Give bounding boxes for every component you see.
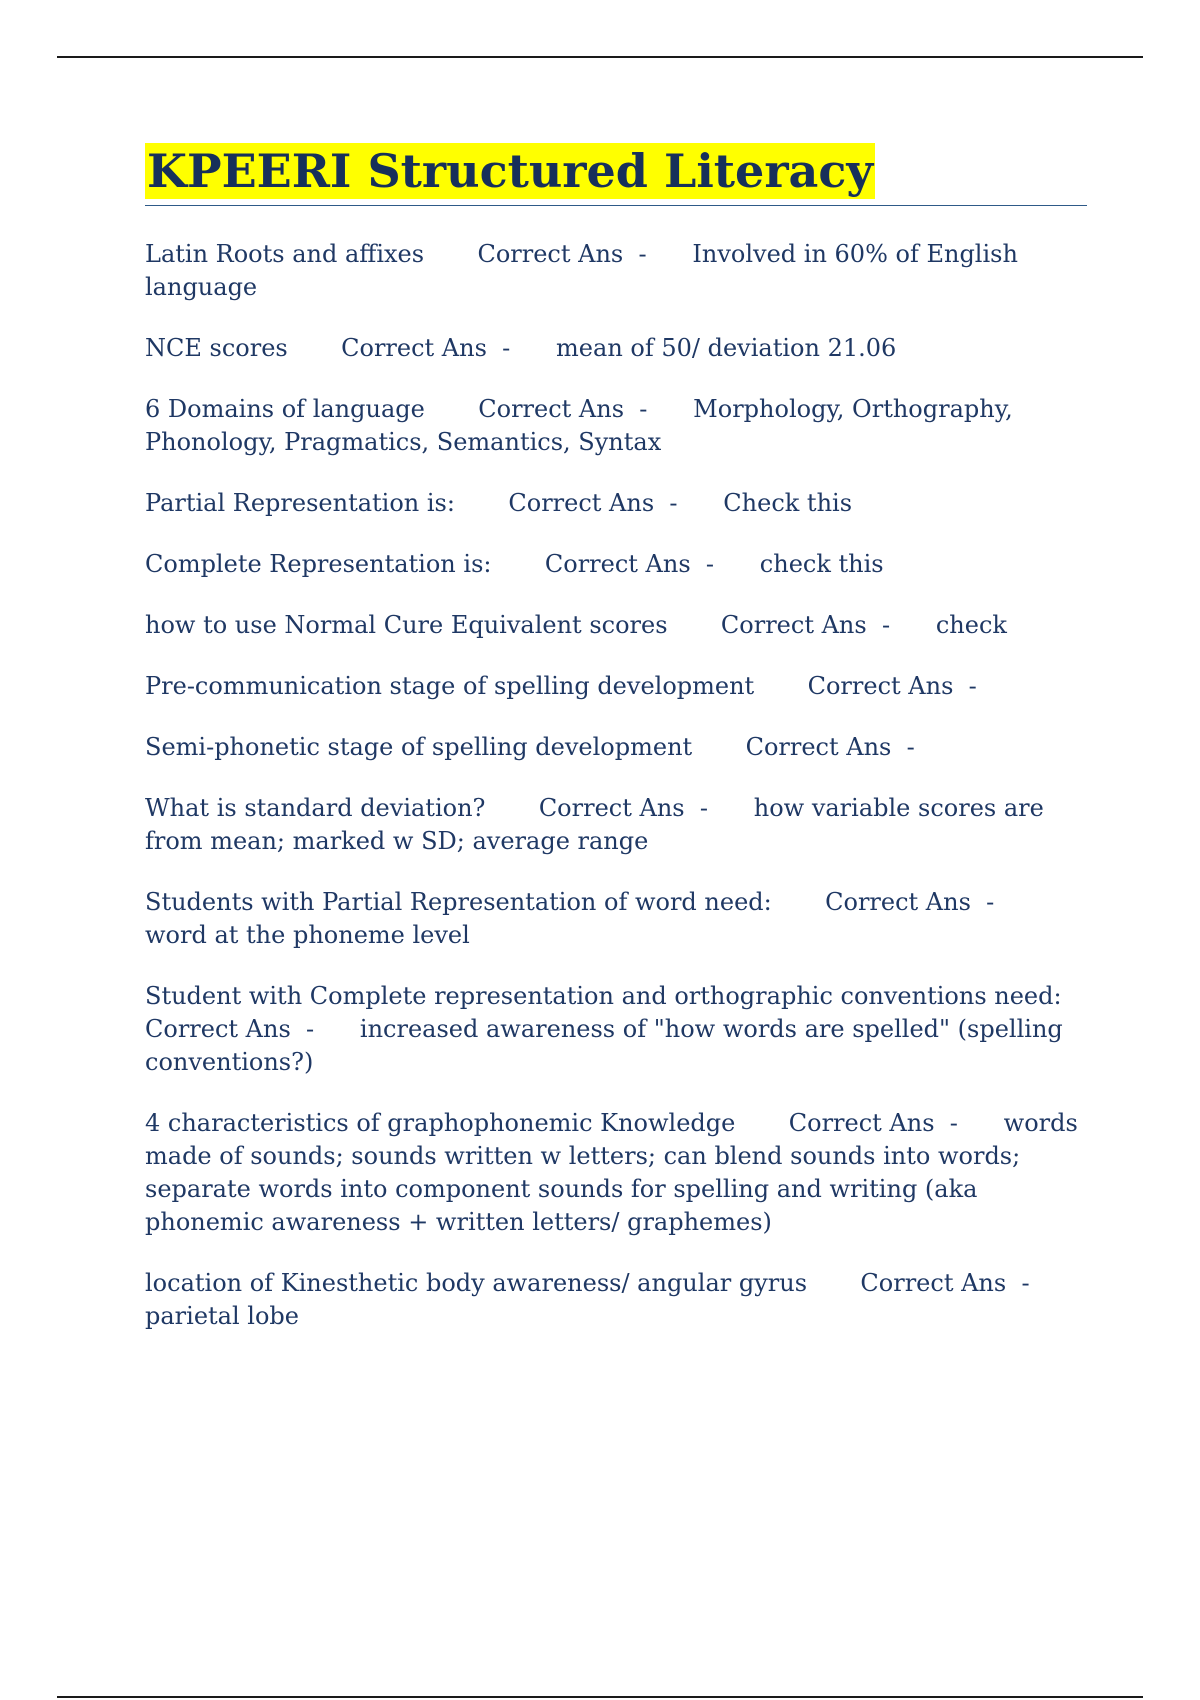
qa-answer: Check this xyxy=(723,489,853,517)
qa-answer-label: Correct Ans xyxy=(745,733,892,761)
qa-entry: NCE scores Correct Ans - mean of 50/ deviation 21.06 xyxy=(145,334,897,362)
qa-list xyxy=(145,238,1087,1333)
qa-answer-label: Correct Ans xyxy=(341,334,487,362)
qa-answer: Involved in 60% of English language xyxy=(145,240,1026,301)
qa-answer-label: Correct Ans xyxy=(145,1015,291,1043)
qa-question: Complete Representation is: xyxy=(145,550,492,578)
qa-answer: words made of sounds; sounds written w letters; can blend sounds into words; separate words into component sounds for spelling and writing (aka phonemic awareness + written letters/ graphemes) xyxy=(145,1109,1086,1236)
qa-entry: Complete Representation is: Correct Ans - check this xyxy=(145,550,884,578)
qa-answer: increased awareness of "how words are spelled" (spelling conventions?) xyxy=(145,1015,1071,1076)
qa-entry: how to use Normal Cure Equivalent scores Correct Ans - check xyxy=(145,611,1007,639)
qa-question: 6 Domains of language xyxy=(145,395,425,423)
qa-question: Student with Complete representation and orthographic conventions need: xyxy=(145,982,1062,1010)
qa-entry: Semi-phonetic stage of spelling development Correct Ans - xyxy=(145,733,961,761)
qa-answer: mean of 50/ deviation 21.06 xyxy=(556,334,897,362)
qa-question: how to use Normal Cure Equivalent scores xyxy=(145,611,668,639)
qa-answer-label: Correct Ans xyxy=(788,1109,935,1137)
qa-entry: What is standard deviation? Correct Ans - how variable scores are from mean; marked w SD; average range xyxy=(145,794,1052,855)
qa-answer-label: Correct Ans xyxy=(508,489,655,517)
qa-answer: check xyxy=(935,611,1007,639)
qa-answer-label: Correct Ans xyxy=(538,794,685,822)
qa-question: What is standard deviation? xyxy=(145,794,486,822)
qa-answer-label: Correct Ans xyxy=(478,395,625,423)
qa-answer-label: Correct Ans xyxy=(544,550,691,578)
qa-answer-label: Correct Ans xyxy=(860,1269,1007,1297)
qa-entry: Latin Roots and affixes Correct Ans - Involved in 60% of English language xyxy=(145,240,1026,301)
qa-answer: parietal lobe xyxy=(145,1302,299,1330)
qa-answer: check this xyxy=(759,550,884,578)
qa-entry: Students with Partial Representation of word need: Correct Ans - word at the phoneme level xyxy=(145,888,1041,949)
qa-question: Pre-communication stage of spelling development xyxy=(145,672,755,700)
qa-entry: Student with Complete representation and orthographic conventions need: Correct Ans - increased awareness of "how words are spelled" (spelling conventions?) xyxy=(145,982,1071,1076)
qa-answer: word at the phoneme level xyxy=(145,921,470,949)
qa-question: Semi-phonetic stage of spelling development xyxy=(145,733,693,761)
qa-entry: Pre-communication stage of spelling development Correct Ans - xyxy=(145,672,1023,700)
qa-question: location of Kinesthetic body awareness/ angular gyrus xyxy=(145,1269,808,1297)
qa-answer: Morphology, Orthography, Phonology, Pragmatics, Semantics, Syntax xyxy=(145,395,1021,456)
qa-question: 4 characteristics of graphophonemic Knowledge xyxy=(145,1109,736,1137)
footer-rule xyxy=(57,1696,1143,1698)
qa-answer-label: Correct Ans xyxy=(807,672,954,700)
qa-entry: Partial Representation is: Correct Ans - Check this xyxy=(145,489,853,517)
qa-answer-label: Correct Ans xyxy=(720,611,867,639)
qa-answer-label: Correct Ans xyxy=(477,240,624,268)
header-rule xyxy=(57,56,1143,58)
qa-question: NCE scores xyxy=(145,334,288,362)
qa-answer: how variable scores are from mean; marked w SD; average range xyxy=(145,794,1052,855)
qa-entry: 6 Domains of language Correct Ans - Morphology, Orthography, Phonology, Pragmatics, Semantics, Syntax xyxy=(145,395,1021,456)
qa-answer-label: Correct Ans xyxy=(825,888,971,916)
title-block xyxy=(145,143,1087,206)
qa-entry: location of Kinesthetic body awareness/ angular gyrus Correct Ans - parietal lobe xyxy=(145,1269,1076,1330)
qa-entry: 4 characteristics of graphophonemic Knowledge Correct Ans - words made of sounds; sounds written w letters; can blend sounds into words; separate words into component sounds for spelling and writing (aka phonemic awareness + written letters/ graphemes) xyxy=(145,1109,1086,1236)
document-page xyxy=(145,143,1087,1361)
qa-question: Students with Partial Representation of word need: xyxy=(145,888,772,916)
qa-question: Partial Representation is: xyxy=(145,489,455,517)
qa-question: Latin Roots and affixes xyxy=(145,240,425,268)
document-title: KPEERI Structured Literacy xyxy=(147,144,874,198)
